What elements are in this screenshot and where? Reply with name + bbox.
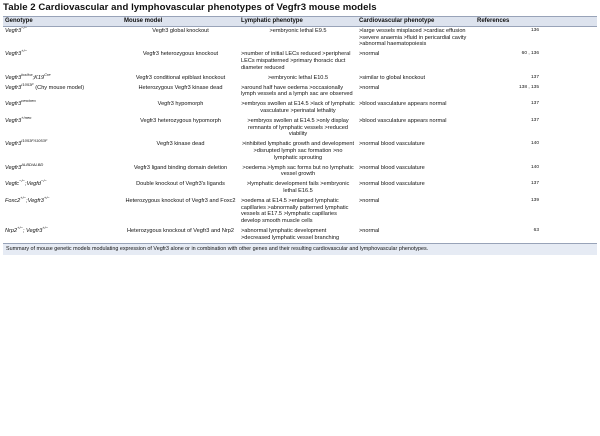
mouse-model-text: Double knockout of Vegfr3's ligands [136,181,225,188]
cardiovascular-phenotype-text: >blood vasculature appears normal [359,118,447,125]
cardiovascular-phenotype-text: >normal [359,51,380,58]
genotype-suffix: (Chy mouse model) [33,84,85,91]
mouse-model-text: Vegfr3 conditional epiblast knockout [135,74,226,81]
reference-number: 140 [530,164,539,170]
header-lymphatic-phenotype: Lymphatic phenotype [239,17,357,27]
genotype-allele: I1053F [21,81,34,87]
genotype-cell [3,197,122,227]
genotype-allele: −/− [19,178,25,184]
cardiovascular-phenotype-cell [357,197,475,227]
mouse-model-cell [122,180,239,197]
genotype-allele: +/− [17,224,23,230]
lymphatic-phenotype-cell [239,117,357,140]
genotype-allele-2: +/− [42,224,49,230]
genotype-gene: Vegfr3 [5,141,22,148]
mouse-model-cell [122,26,239,50]
reference-number: 137 [530,181,539,187]
reference-number: 137 [530,118,539,124]
header-cardiovascular-phenotype: Cardiovascular phenotype [357,17,475,27]
lymphatic-phenotype-text: >abnormal lymphatic development >decreased lymphatic vessel branching [241,227,340,241]
cardiovascular-phenotype-text: >normal blood vasculature [359,164,425,171]
table-row [3,163,597,180]
references-cell [475,83,597,100]
reference-number: 137 [530,74,539,80]
table-row [3,117,597,140]
table-footnote-row [3,244,597,255]
footnote-text: Summary of mouse genetic models modulating expression of Vegfr3 alone or in combination with other genes and their resulting cardiovascular and lymphovascular phenotypes. [6,246,429,253]
lymphatic-phenotype-text: >embryonic lethal E10.5 [267,74,329,81]
genotype-suffix: ;Vegfd [24,181,41,188]
table-row [3,26,597,50]
lymphatic-phenotype-text: >embryos swollen at E14.5 >lack of lymphatic vasculature >perinatal lethality [241,101,355,115]
cardiovascular-phenotype-text: >normal [359,227,380,234]
lymphatic-phenotype-cell [239,226,357,243]
mouse-model-text: Heterozygous knockout of Vegfr3 and Foxc2 [125,198,236,205]
header-genotype: Genotype [3,17,122,27]
genotype-suffix: ;K19 [32,74,45,81]
cardiovascular-phenotype-text: >normal [359,198,380,205]
mouse-model-cell [122,163,239,180]
reference-number: 138 , 135 [518,84,539,90]
table-title: Table 2 Cardiovascular and lymphovascular phenotypes of Vegfr3 mouse models [3,2,377,13]
references-cell [475,117,597,140]
references-cell [475,50,597,73]
lymphatic-phenotype-text: >inhibited lymphatic growth and development >disrupted lymph sac formation >no lymphatic sprouting [241,141,355,161]
reference-number: 60 , 136 [521,51,539,57]
cardiovascular-phenotype-text: >normal blood vasculature [359,181,425,188]
cardiovascular-phenotype-text: >large vessels misplaced >cardiac effusion >severe anaemia >fluid in pericardial cavity >abnormal haematopoiesis [359,28,467,48]
table-row [3,83,597,100]
genotype-cell [3,180,122,197]
mouse-model-text: Vegfr3 heterozygous hypomorph [140,118,221,125]
mouse-model-text: Vegfr3 hypomorph [157,101,204,108]
references-cell [475,163,597,180]
genotype-gene: Vegfr3 [5,164,22,171]
genotype-allele: −/− [21,25,28,31]
genotype-suffix: ; Vegfr3 [22,227,43,234]
genotype-cell [3,83,122,100]
genotype-cell [3,140,122,163]
mouse-model-text: Heterozygous Vegfr3 kinase dead [138,84,223,91]
reference-number: 139 [530,198,539,204]
mouse-model-cell [122,100,239,117]
table-row [3,226,597,243]
genotype-allele: I1053F/I1053F [21,138,48,144]
references-cell [475,26,597,50]
genotype-gene: Vegfr3 [5,51,22,58]
cardiovascular-phenotype-cell [357,50,475,73]
genotype-allele: +/− [20,195,27,201]
lymphatic-phenotype-cell [239,100,357,117]
genotype-cell [3,117,122,140]
cardiovascular-phenotype-cell [357,100,475,117]
lymphatic-phenotype-cell [239,140,357,163]
mouse-model-cell [122,50,239,73]
cardiovascular-phenotype-cell [357,26,475,50]
genotype-cell [3,226,122,243]
table-row [3,180,597,197]
references-cell [475,73,597,83]
lymphatic-phenotype-cell [239,73,357,83]
cardiovascular-phenotype-text: >normal blood vasculature [359,141,425,148]
genotype-cell [3,26,122,50]
header-references: References [475,17,597,27]
cardiovascular-phenotype-cell [357,226,475,243]
genotype-suffix: ;Vegfr3 [26,198,44,205]
cardiovascular-phenotype-text: >normal [359,84,380,91]
genotype-allele-2: −/− [40,178,47,184]
lymphatic-phenotype-cell [239,163,357,180]
lymphatic-phenotype-cell [239,83,357,100]
table-footnote [3,244,597,255]
table-row [3,73,597,83]
genotype-allele: neo/neo [21,98,36,104]
mouse-model-text: Vegfr3 heterozygous knockout [142,51,219,58]
lymphatic-phenotype-cell [239,197,357,227]
cardiovascular-phenotype-cell [357,140,475,163]
genotype-allele-2: +/− [43,195,50,201]
mouse-model-cell [122,83,239,100]
lymphatic-phenotype-text: >around half have oedema >occasionally lymph vessels and a lymph sac are observed [241,84,353,98]
genotype-cell [3,50,122,73]
genotype-gene: Nrp2 [5,227,18,234]
reference-number: 136 [530,28,539,34]
genotype-cell [3,100,122,117]
reference-number: 140 [530,141,539,147]
references-cell [475,226,597,243]
references-cell [475,180,597,197]
lymphatic-phenotype-text: >embryos swollen at E14.5 >only display remnants of lymphatic vessels >reduced viability [247,118,349,138]
genotype-gene: Vegfr3 [5,118,22,125]
lymphatic-phenotype-text: >number of initial LECs reduced >peripheral LECs mispatterned >primary thoracic duct diameter reduced [241,51,351,71]
mouse-model-text: Vegfr3 ligand binding domain deletion [133,164,228,171]
cardiovascular-phenotype-cell [357,73,475,83]
genotype-gene: Vegfr3 [5,74,22,81]
cardiovascular-phenotype-cell [357,180,475,197]
genotype-allele: +/neo [21,115,32,121]
mouse-model-cell [122,197,239,227]
cardiovascular-phenotype-cell [357,83,475,100]
lymphatic-phenotype-text: >embryonic lethal E9.5 [269,28,327,35]
lymphatic-phenotype-text: >lymphatic development fails >embryonic lethal E16.5 [246,181,350,194]
references-cell [475,140,597,163]
table-row [3,197,597,227]
mouse-model-cell [122,73,239,83]
genotype-gene: Vegfr3 [5,84,22,91]
table-header-row [3,17,597,27]
table-row [3,140,597,163]
mouse-model-cell [122,140,239,163]
genotype-gene: Vegfr3 [5,101,22,108]
mouse-model-text: Heterozygous knockout of Vegfr3 and Nrp2 [127,227,234,234]
genotype-gene: Vegfc [5,181,20,188]
lymphatic-phenotype-cell [239,50,357,73]
genotype-allele: ΔLBD/ΔLBD [21,161,44,167]
references-cell [475,197,597,227]
references-cell [475,100,597,117]
genotype-allele: lox/lox [21,71,33,77]
phenotype-table [3,16,597,255]
header-mouse-model: Mouse model [122,17,239,27]
genotype-gene: Foxc2 [5,198,21,205]
mouse-model-text: Vegfr3 global knockout [152,28,209,35]
mouse-model-cell [122,117,239,140]
cardiovascular-phenotype-cell [357,163,475,180]
table-row [3,100,597,117]
reference-number: 137 [530,101,539,107]
reference-number: 63 [533,227,539,233]
lymphatic-phenotype-cell [239,180,357,197]
genotype-allele: +/− [21,48,28,54]
mouse-model-cell [122,226,239,243]
cardiovascular-phenotype-text: >blood vasculature appears normal [359,101,447,108]
genotype-allele-2: Cre [44,71,51,77]
cardiovascular-phenotype-cell [357,117,475,140]
mouse-model-text: Vegfr3 kinase dead [156,141,205,148]
lymphatic-phenotype-text: >oedema at E14.5 >enlarged lymphatic capillaries >abnormally patterned lymphatic vessels at E17.5 >lymphatic capillaries develop smooth muscle cells [241,198,349,224]
table-row [3,50,597,73]
lymphatic-phenotype-cell [239,26,357,50]
genotype-cell [3,163,122,180]
genotype-gene: Vegfr3 [5,28,22,35]
cardiovascular-phenotype-text: >similar to global knockout [359,74,426,81]
lymphatic-phenotype-text: >oedema >lymph sac forms but no lymphatic vessel growth [242,164,354,178]
